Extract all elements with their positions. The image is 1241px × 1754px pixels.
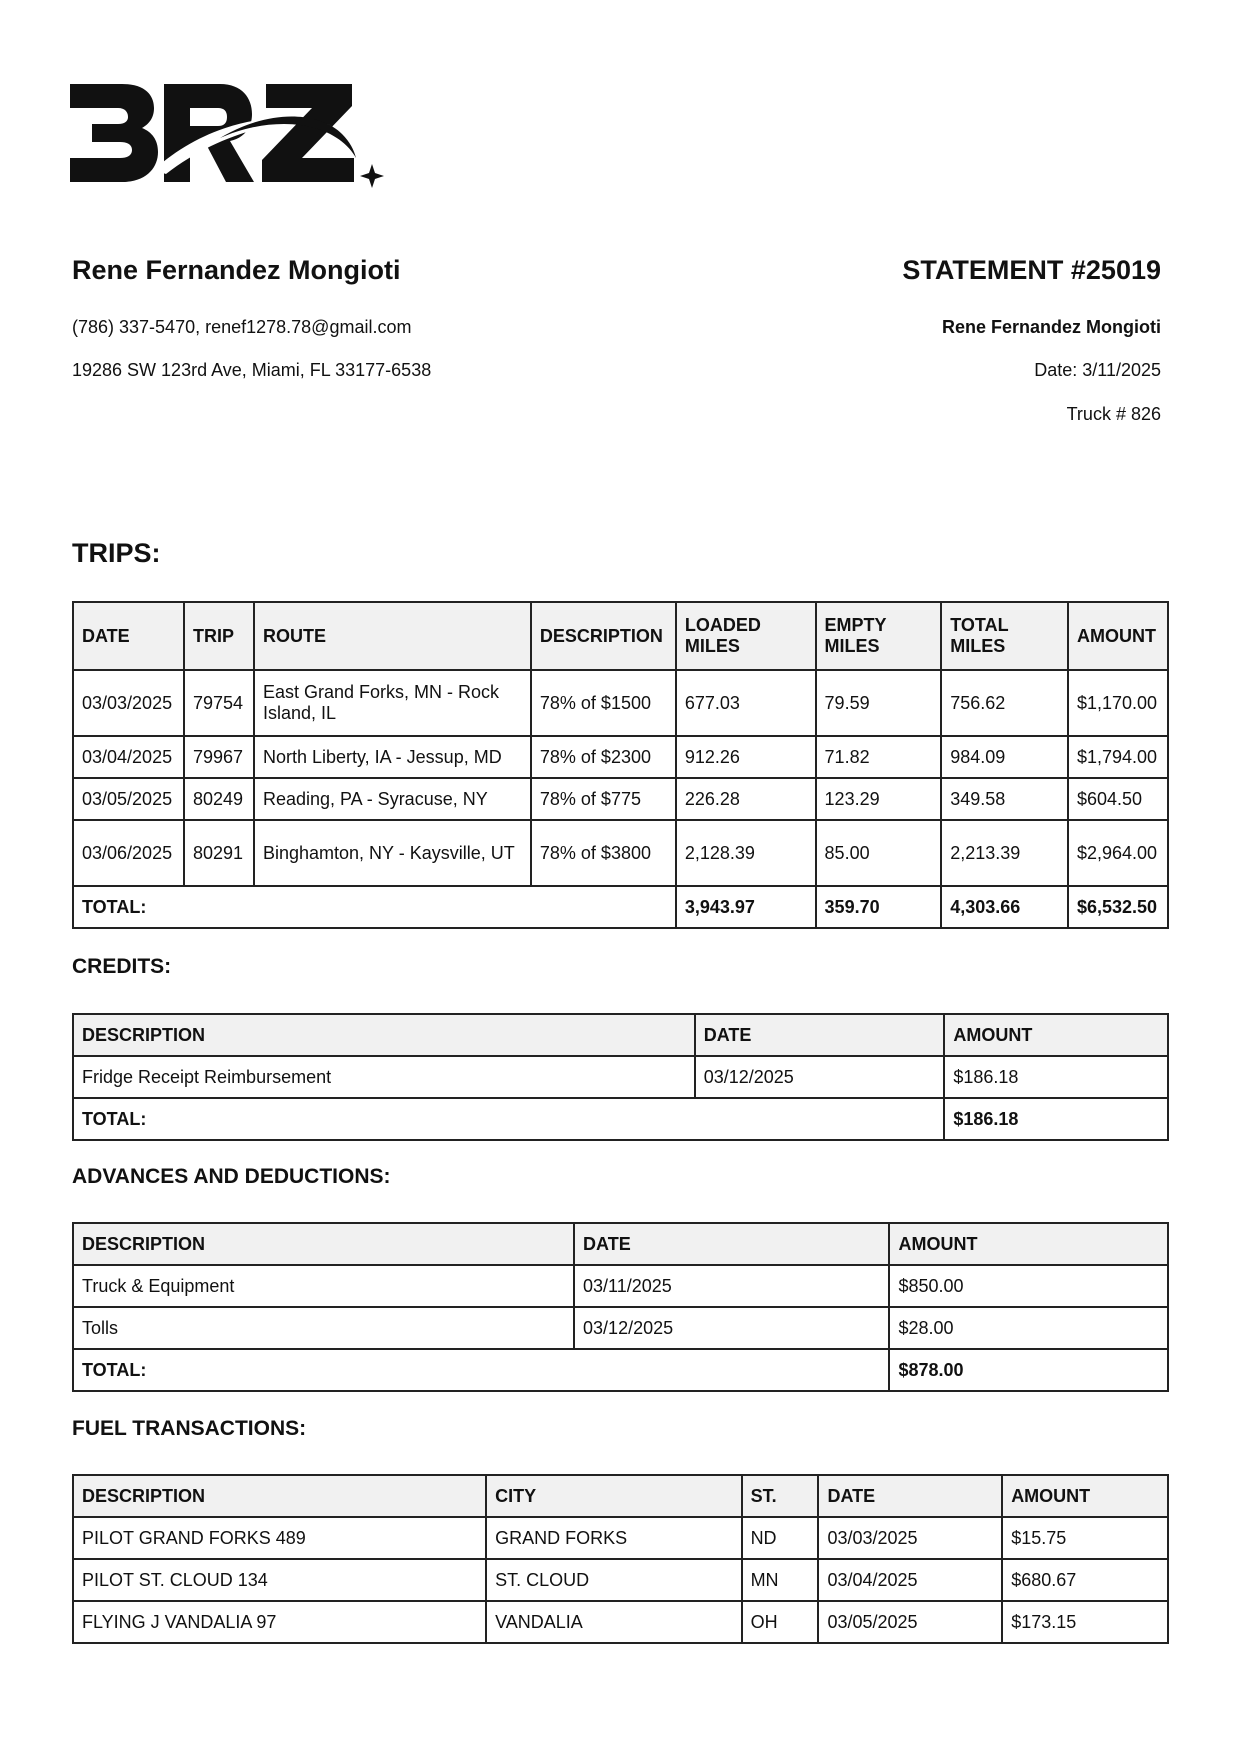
fuel-col-state: ST. <box>742 1475 819 1517</box>
trips-col-description: DESCRIPTION <box>531 602 676 670</box>
cell: VANDALIA <box>486 1601 741 1643</box>
trips-title: TRIPS: <box>72 538 161 568</box>
deductions-title: ADVANCES AND DEDUCTIONS: <box>72 1165 391 1188</box>
table-row <box>73 670 1168 736</box>
cell: 03/12/2025 <box>574 1307 889 1349</box>
cell: $15.75 <box>1002 1517 1168 1559</box>
deductions-total-row <box>73 1349 1168 1391</box>
fuel-col-amount: AMOUNT <box>1002 1475 1168 1517</box>
cell: FLYING J VANDALIA 97 <box>73 1601 486 1643</box>
cell: North Liberty, IA - Jessup, MD <box>254 736 531 778</box>
cell: ND <box>742 1517 819 1559</box>
fuel-title: FUEL TRANSACTIONS: <box>72 1417 307 1440</box>
cell: East Grand Forks, MN - Rock Island, IL <box>254 670 531 736</box>
cell: 03/04/2025 <box>73 736 184 778</box>
cell: Tolls <box>73 1307 574 1349</box>
credits-table <box>72 1013 1169 1141</box>
credits-header-row <box>73 1014 1168 1056</box>
cell: 756.62 <box>941 670 1068 736</box>
cell: 79754 <box>184 670 254 736</box>
cell: $28.00 <box>889 1307 1168 1349</box>
credits-total-row <box>73 1098 1168 1140</box>
table-row <box>73 1307 1168 1349</box>
cell: 79967 <box>184 736 254 778</box>
cell: 123.29 <box>816 778 942 820</box>
credits-col-date: DATE <box>695 1014 945 1056</box>
cell: $680.67 <box>1002 1559 1168 1601</box>
trips-total-row <box>73 886 1168 928</box>
statement-date: Date: 3/11/2025 <box>1034 360 1161 380</box>
cell: 78% of $3800 <box>531 820 676 886</box>
fuel-col-description: DESCRIPTION <box>73 1475 486 1517</box>
cell: Truck & Equipment <box>73 1265 574 1307</box>
statement-driver-name: Rene Fernandez Mongioti <box>941 317 1161 337</box>
trips-header-row <box>73 602 1168 670</box>
trips-total-amount: $6,532.50 <box>1068 886 1168 928</box>
trips-col-trip: TRIP <box>184 602 254 670</box>
driver-contact: (786) 337-5470, renef1278.78@gmail.com <box>72 317 412 337</box>
cell: 78% of $775 <box>531 778 676 820</box>
table-row <box>73 1601 1168 1643</box>
cell: $1,170.00 <box>1068 670 1168 736</box>
trips-col-empty-miles: EMPTY MILES <box>816 602 942 670</box>
cell: 226.28 <box>676 778 816 820</box>
deductions-total-label: TOTAL: <box>73 1349 889 1391</box>
cell: 984.09 <box>941 736 1068 778</box>
trips-table <box>72 601 1169 929</box>
cell: OH <box>742 1601 819 1643</box>
table-row <box>73 778 1168 820</box>
cell: $850.00 <box>889 1265 1168 1307</box>
trips-total-empty: 359.70 <box>816 886 942 928</box>
credits-total-amount: $186.18 <box>944 1098 1168 1140</box>
credits-col-description: DESCRIPTION <box>73 1014 695 1056</box>
credits-col-amount: AMOUNT <box>944 1014 1168 1056</box>
cell: 03/03/2025 <box>73 670 184 736</box>
fuel-col-date: DATE <box>818 1475 1002 1517</box>
cell: Fridge Receipt Reimbursement <box>73 1056 695 1098</box>
deductions-col-date: DATE <box>574 1223 889 1265</box>
trips-col-total-miles: TOTAL MILES <box>941 602 1068 670</box>
deductions-header-row <box>73 1223 1168 1265</box>
trips-total-label: TOTAL: <box>73 886 676 928</box>
cell: 2,213.39 <box>941 820 1068 886</box>
deductions-table <box>72 1222 1169 1392</box>
driver-address: 19286 SW 123rd Ave, Miami, FL 33177-6538 <box>72 360 432 380</box>
cell: 03/03/2025 <box>818 1517 1002 1559</box>
cell: 03/06/2025 <box>73 820 184 886</box>
cell: 85.00 <box>816 820 942 886</box>
fuel-col-city: CITY <box>486 1475 741 1517</box>
cell: 79.59 <box>816 670 942 736</box>
cell: $604.50 <box>1068 778 1168 820</box>
cell: 2,128.39 <box>676 820 816 886</box>
trips-total-miles: 4,303.66 <box>941 886 1068 928</box>
cell: 78% of $2300 <box>531 736 676 778</box>
cell: Binghamton, NY - Kaysville, UT <box>254 820 531 886</box>
cell: 677.03 <box>676 670 816 736</box>
trips-col-date: DATE <box>73 602 184 670</box>
cell: $186.18 <box>944 1056 1168 1098</box>
company-logo <box>70 78 390 196</box>
table-row <box>73 1265 1168 1307</box>
trips-col-amount: AMOUNT <box>1068 602 1168 670</box>
cell: $2,964.00 <box>1068 820 1168 886</box>
driver-name: Rene Fernandez Mongioti <box>72 255 401 285</box>
table-row <box>73 1559 1168 1601</box>
truck-number: Truck # 826 <box>1066 404 1161 424</box>
cell: 03/05/2025 <box>818 1601 1002 1643</box>
cell: 03/04/2025 <box>818 1559 1002 1601</box>
trips-col-loaded-miles: LOADED MILES <box>676 602 816 670</box>
cell: GRAND FORKS <box>486 1517 741 1559</box>
cell: PILOT GRAND FORKS 489 <box>73 1517 486 1559</box>
table-row <box>73 1056 1168 1098</box>
cell: $173.15 <box>1002 1601 1168 1643</box>
cell: 78% of $1500 <box>531 670 676 736</box>
cell: ST. CLOUD <box>486 1559 741 1601</box>
cell: 71.82 <box>816 736 942 778</box>
fuel-table <box>72 1474 1169 1644</box>
deductions-total-amount: $878.00 <box>889 1349 1168 1391</box>
cell: Reading, PA - Syracuse, NY <box>254 778 531 820</box>
cell: MN <box>742 1559 819 1601</box>
trips-col-route: ROUTE <box>254 602 531 670</box>
cell: 912.26 <box>676 736 816 778</box>
table-row <box>73 736 1168 778</box>
cell: 03/12/2025 <box>695 1056 945 1098</box>
cell: 03/11/2025 <box>574 1265 889 1307</box>
cell: 80249 <box>184 778 254 820</box>
table-row <box>73 1517 1168 1559</box>
cell: 349.58 <box>941 778 1068 820</box>
cell: 80291 <box>184 820 254 886</box>
deductions-col-amount: AMOUNT <box>889 1223 1168 1265</box>
cell: PILOT ST. CLOUD 134 <box>73 1559 486 1601</box>
trips-total-loaded: 3,943.97 <box>676 886 816 928</box>
cell: $1,794.00 <box>1068 736 1168 778</box>
statement-title: STATEMENT #25019 <box>902 255 1161 285</box>
credits-total-label: TOTAL: <box>73 1098 944 1140</box>
deductions-col-description: DESCRIPTION <box>73 1223 574 1265</box>
credits-title: CREDITS: <box>72 955 172 978</box>
fuel-header-row <box>73 1475 1168 1517</box>
cell: 03/05/2025 <box>73 778 184 820</box>
table-row <box>73 820 1168 886</box>
